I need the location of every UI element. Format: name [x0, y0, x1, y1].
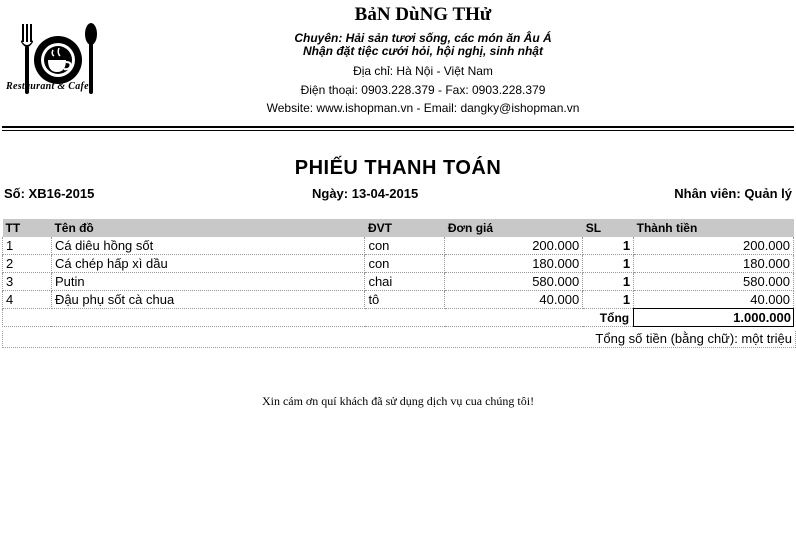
company-name: BảN DùNG THử — [354, 4, 492, 25]
cell-qty: 1 — [583, 255, 634, 273]
header-divider-thin — [2, 130, 794, 131]
col-header-tt: TT — [3, 219, 52, 237]
phone-fax: Điện thoại: 0903.228.379 - Fax: 0903.228.379 — [300, 83, 546, 97]
table-row — [3, 237, 794, 255]
logo-text: Restaurant & Cafe — [6, 81, 89, 92]
cell-unit: con — [365, 237, 445, 255]
cell-name: Cá chép hấp xì dầu — [51, 255, 365, 273]
cell-tt: 3 — [3, 273, 52, 291]
total-row — [3, 309, 794, 327]
cell-tt: 2 — [3, 255, 52, 273]
cell-price: 580.000 — [445, 273, 583, 291]
col-header-name: Tên đồ — [51, 219, 365, 237]
cell-amount: 40.000 — [634, 291, 794, 309]
amount-in-words: Tổng số tiền (bằng chữ): một triệu — [2, 331, 796, 348]
cell-qty: 1 — [583, 273, 634, 291]
address: Địa chỉ: Hà Nội - Việt Nam — [353, 64, 493, 78]
thank-you-note: Xin cám ơn quí khách đã sử dụng dịch vụ cua chúng tôi! — [261, 394, 535, 408]
cell-amount: 580.000 — [634, 273, 794, 291]
staff-name: Nhân viên: Quản lý — [674, 186, 792, 201]
plate-cup-icon — [34, 36, 82, 84]
cell-qty: 1 — [583, 291, 634, 309]
cell-name: Putin — [51, 273, 365, 291]
cell-name: Cá diêu hồng sốt — [51, 237, 365, 255]
cell-price: 180.000 — [445, 255, 583, 273]
table-row — [3, 273, 794, 291]
cell-price: 200.000 — [445, 237, 583, 255]
total-value: 1.000.000 — [634, 309, 794, 327]
col-header-unit: ĐVT — [365, 219, 445, 237]
cell-tt: 4 — [3, 291, 52, 309]
cell-unit: chai — [365, 273, 445, 291]
header-divider — [2, 126, 794, 128]
cell-tt: 1 — [3, 237, 52, 255]
cell-price: 40.000 — [445, 291, 583, 309]
col-header-amount: Thành tiền — [634, 219, 794, 237]
slogan-line-2: Nhận đặt tiệc cưới hỏi, hội nghị, sinh nhật — [303, 44, 543, 58]
invoice-number: Số: XB16-2015 — [4, 186, 95, 201]
col-header-price: Đơn giá — [445, 219, 583, 237]
cell-name: Đậu phụ sốt cà chua — [51, 291, 365, 309]
table-row — [3, 255, 794, 273]
cell-unit: tô — [365, 291, 445, 309]
table-header-row — [3, 219, 794, 237]
cell-amount: 200.000 — [634, 237, 794, 255]
cell-amount: 180.000 — [634, 255, 794, 273]
items-table — [2, 219, 794, 327]
invoice-date: Ngày: 13-04-2015 — [312, 186, 419, 201]
cell-qty: 1 — [583, 237, 634, 255]
slogan-line-1: Chuyên: Hải sản tươi sống, các món ăn Âu Á — [294, 31, 552, 45]
col-header-qty: SL — [583, 219, 634, 237]
total-label: Tổng — [3, 309, 634, 327]
website-email: Website: www.ishopman.vn - Email: dangky@ishopman.vn — [266, 101, 580, 115]
document-title: PHIẾU THANH TOÁN — [294, 157, 502, 179]
table-row — [3, 291, 794, 309]
cell-unit: con — [365, 255, 445, 273]
